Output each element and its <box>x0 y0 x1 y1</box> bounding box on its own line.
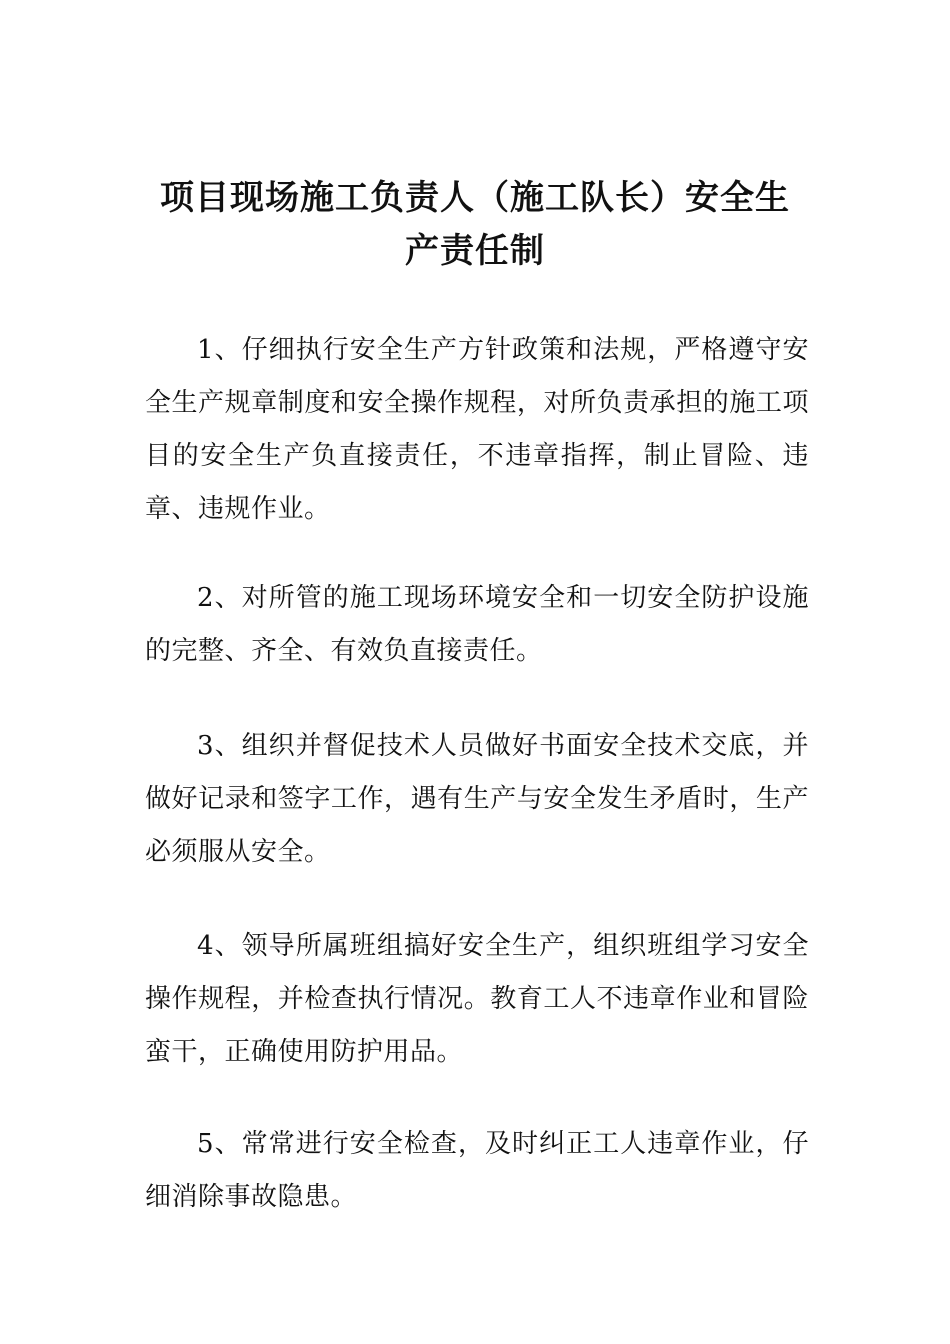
document-title <box>140 172 810 278</box>
paragraph-4: 4、领导所属班组搞好安全生产，组织班组学习安全操作规程，并检查执行情况。教育工人不违章作业和冒险蛮干，正确使用防护用品。 <box>145 931 809 1067</box>
paragraph-2: 2、对所管的施工现场环境安全和一切安全防护设施的完整、齐全、有效负直接责任。 <box>145 583 809 666</box>
paragraph-3: 3、组织并督促技术人员做好书面安全技术交底，并做好记录和签字工作，遇有生产与安全发生矛盾时，生产必须服从安全。 <box>145 731 809 867</box>
paragraph-1: 1、仔细执行安全生产方针政策和法规，严格遵守安全生产规章制度和安全操作规程，对所负责承担的施工项目的安全生产负直接责任，不违章指挥，制止冒险、违章、违规作业。 <box>145 335 809 524</box>
paragraph-5: 5、常常进行安全检查，及时纠正工人违章作业，仔细消除事故隐患。 <box>145 1129 809 1212</box>
document-title-line-2: 产责任制 <box>405 231 545 271</box>
document-title-line-1: 项目现场施工负责人（施工队长）安全生 <box>160 178 790 218</box>
